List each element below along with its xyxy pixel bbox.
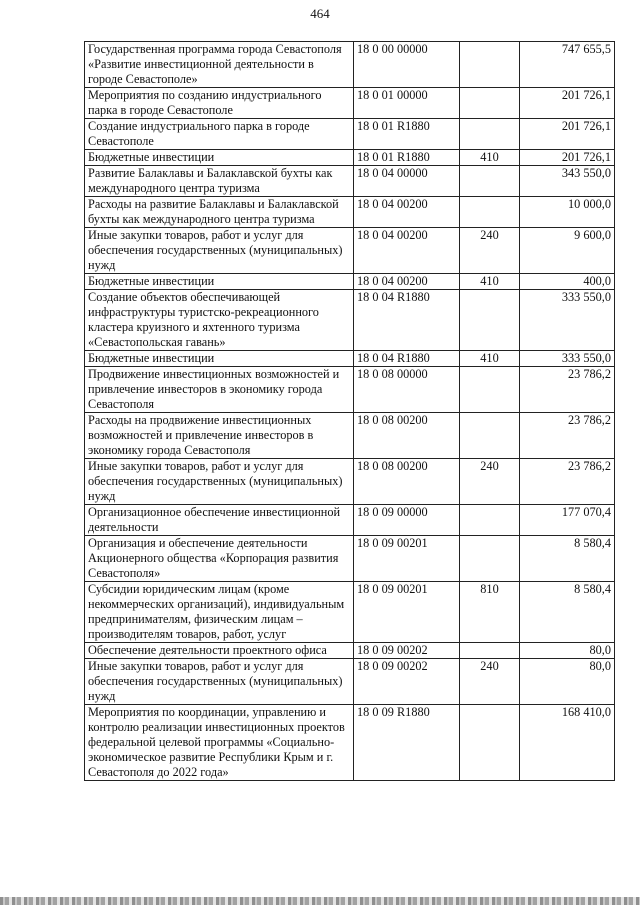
table-row xyxy=(85,459,615,505)
row-code-cell: 18 0 04 00000 xyxy=(354,166,460,197)
row-name-cell: Мероприятия по созданию индустриального парка в городе Севастополе xyxy=(85,88,354,119)
row-name-cell: Продвижение инвестиционных возможностей и привлечение инвесторов в экономику города Севастополя xyxy=(85,367,354,413)
row-code-cell: 18 0 04 00200 xyxy=(354,274,460,290)
row-name-cell: Бюджетные инвестиции xyxy=(85,351,354,367)
row-amount-cell: 201 726,1 xyxy=(520,150,615,166)
row-expense-type-cell: 240 xyxy=(460,659,520,705)
table-row xyxy=(85,274,615,290)
row-code-cell: 18 0 00 00000 xyxy=(354,42,460,88)
row-expense-type-cell xyxy=(460,367,520,413)
row-amount-cell: 168 410,0 xyxy=(520,705,615,781)
row-code-cell: 18 0 08 00000 xyxy=(354,367,460,413)
table-row xyxy=(85,119,615,150)
row-expense-type-cell xyxy=(460,88,520,119)
row-expense-type-cell xyxy=(460,290,520,351)
row-amount-cell: 747 655,5 xyxy=(520,42,615,88)
budget-table-body xyxy=(85,42,615,781)
row-name-cell: Расходы на продвижение инвестиционных возможностей и привлечение инвесторов в экономику города Севастополя xyxy=(85,413,354,459)
row-amount-cell: 343 550,0 xyxy=(520,166,615,197)
row-amount-cell: 80,0 xyxy=(520,643,615,659)
row-code-cell: 18 0 04 00200 xyxy=(354,228,460,274)
row-name-cell: Создание индустриального парка в городе Севастополе xyxy=(85,119,354,150)
row-expense-type-cell xyxy=(460,166,520,197)
row-code-cell: 18 0 04 00200 xyxy=(354,197,460,228)
row-expense-type-cell: 810 xyxy=(460,582,520,643)
table-row xyxy=(85,228,615,274)
row-expense-type-cell xyxy=(460,643,520,659)
row-code-cell: 18 0 09 00201 xyxy=(354,582,460,643)
row-amount-cell: 201 726,1 xyxy=(520,119,615,150)
row-code-cell: 18 0 04 R1880 xyxy=(354,290,460,351)
row-expense-type-cell: 410 xyxy=(460,274,520,290)
table-row xyxy=(85,290,615,351)
row-expense-type-cell xyxy=(460,505,520,536)
row-expense-type-cell xyxy=(460,536,520,582)
row-code-cell: 18 0 08 00200 xyxy=(354,413,460,459)
row-name-cell: Субсидии юридическим лицам (кроме некоммерческих организаций), индивидуальным предпринимателям, физическим лицам – производителям товаров, работ, услуг xyxy=(85,582,354,643)
row-name-cell: Иные закупки товаров, работ и услуг для обеспечения государственных (муниципальных) нужд xyxy=(85,459,354,505)
row-code-cell: 18 0 09 00000 xyxy=(354,505,460,536)
row-expense-type-cell xyxy=(460,413,520,459)
row-amount-cell: 8 580,4 xyxy=(520,582,615,643)
row-name-cell: Организационное обеспечение инвестиционной деятельности xyxy=(85,505,354,536)
table-row xyxy=(85,413,615,459)
row-amount-cell: 201 726,1 xyxy=(520,88,615,119)
row-code-cell: 18 0 09 00202 xyxy=(354,643,460,659)
table-row xyxy=(85,150,615,166)
row-name-cell: Бюджетные инвестиции xyxy=(85,150,354,166)
row-expense-type-cell: 410 xyxy=(460,351,520,367)
row-code-cell: 18 0 08 00200 xyxy=(354,459,460,505)
row-amount-cell: 333 550,0 xyxy=(520,290,615,351)
row-amount-cell: 10 000,0 xyxy=(520,197,615,228)
row-amount-cell: 23 786,2 xyxy=(520,413,615,459)
row-code-cell: 18 0 01 R1880 xyxy=(354,119,460,150)
row-expense-type-cell xyxy=(460,197,520,228)
row-name-cell: Бюджетные инвестиции xyxy=(85,274,354,290)
table-row xyxy=(85,351,615,367)
row-amount-cell: 80,0 xyxy=(520,659,615,705)
row-code-cell: 18 0 04 R1880 xyxy=(354,351,460,367)
row-amount-cell: 177 070,4 xyxy=(520,505,615,536)
row-expense-type-cell: 240 xyxy=(460,459,520,505)
table-row xyxy=(85,582,615,643)
table-row xyxy=(85,505,615,536)
table-row xyxy=(85,88,615,119)
row-code-cell: 18 0 01 R1880 xyxy=(354,150,460,166)
page-number: 464 xyxy=(310,6,330,21)
row-amount-cell: 23 786,2 xyxy=(520,459,615,505)
row-code-cell: 18 0 09 00202 xyxy=(354,659,460,705)
row-name-cell: Создание объектов обеспечивающей инфраструктуры туристско-рекреационного кластера круизного и яхтенного туризма «Севастопольская гавань» xyxy=(85,290,354,351)
table-row xyxy=(85,367,615,413)
row-amount-cell: 400,0 xyxy=(520,274,615,290)
row-name-cell: Иные закупки товаров, работ и услуг для обеспечения государственных (муниципальных) нужд xyxy=(85,659,354,705)
budget-table xyxy=(84,41,615,781)
row-name-cell: Иные закупки товаров, работ и услуг для обеспечения государственных (муниципальных) нужд xyxy=(85,228,354,274)
table-row xyxy=(85,643,615,659)
row-code-cell: 18 0 09 R1880 xyxy=(354,705,460,781)
row-expense-type-cell: 240 xyxy=(460,228,520,274)
row-expense-type-cell xyxy=(460,119,520,150)
row-name-cell: Обеспечение деятельности проектного офиса xyxy=(85,643,354,659)
table-row xyxy=(85,42,615,88)
table-row xyxy=(85,659,615,705)
row-name-cell: Развитие Балаклавы и Балаклавской бухты как международного центра туризма xyxy=(85,166,354,197)
row-amount-cell: 8 580,4 xyxy=(520,536,615,582)
row-expense-type-cell: 410 xyxy=(460,150,520,166)
row-amount-cell: 9 600,0 xyxy=(520,228,615,274)
row-amount-cell: 333 550,0 xyxy=(520,351,615,367)
row-code-cell: 18 0 09 00201 xyxy=(354,536,460,582)
row-expense-type-cell xyxy=(460,42,520,88)
row-name-cell: Государственная программа города Севастополя «Развитие инвестиционной деятельности в городе Севастополе» xyxy=(85,42,354,88)
row-name-cell: Расходы на развитие Балаклавы и Балаклавской бухты как международного центра туризма xyxy=(85,197,354,228)
row-name-cell: Мероприятия по координации, управлению и контролю реализации инвестиционных проектов федеральной целевой программы «Социально-экономическое развитие Республики Крым и г. Севастополя до 2022 года» xyxy=(85,705,354,781)
row-expense-type-cell xyxy=(460,705,520,781)
table-row xyxy=(85,536,615,582)
row-code-cell: 18 0 01 00000 xyxy=(354,88,460,119)
table-row xyxy=(85,166,615,197)
table-row xyxy=(85,705,615,781)
row-name-cell: Организация и обеспечение деятельности Акционерного общества «Корпорация развития Севастополя» xyxy=(85,536,354,582)
table-row xyxy=(85,197,615,228)
row-amount-cell: 23 786,2 xyxy=(520,367,615,413)
scan-edge-noise xyxy=(0,897,640,905)
